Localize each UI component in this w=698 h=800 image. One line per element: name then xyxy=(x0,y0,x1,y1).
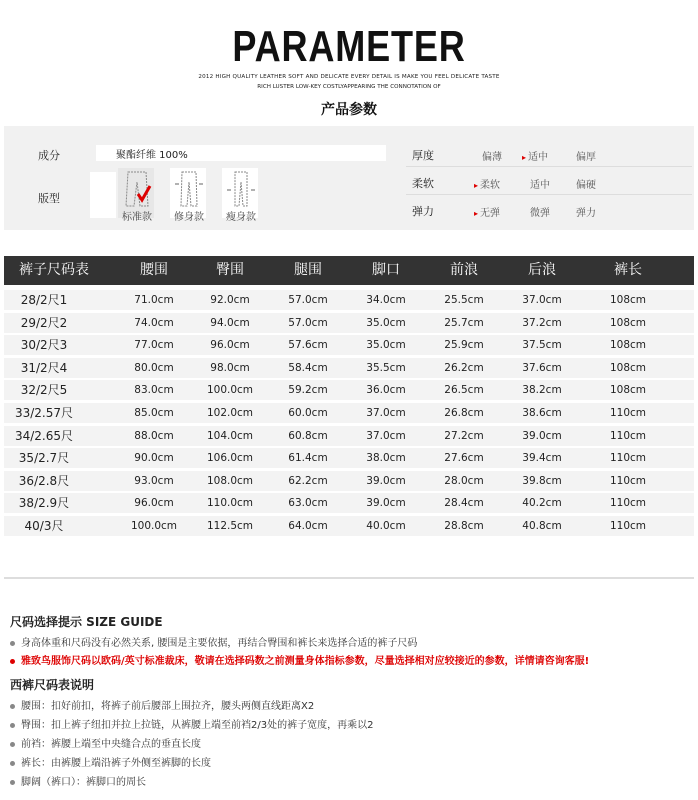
header xyxy=(0,0,698,100)
cell-length: 110cm xyxy=(609,429,647,442)
table-row xyxy=(4,448,694,468)
cell-length: 110cm xyxy=(609,520,647,532)
cell-hip: 94.0cm xyxy=(210,316,250,329)
selected-triangle-icon: ▸ xyxy=(474,181,479,190)
cell-thigh: 62.2cm xyxy=(288,474,328,487)
cell-size: 35/2.7尺 xyxy=(18,451,70,466)
measure-item: 脚阔（裤口）：裤脚口的周长 xyxy=(10,773,146,788)
cell-thigh: 63.0cm xyxy=(288,497,328,510)
col-header-length: 裤长 xyxy=(614,262,642,278)
cell-front-rise: 27.6cm xyxy=(444,452,484,465)
bullet-icon xyxy=(10,723,15,728)
table-row xyxy=(4,290,694,310)
guide-item-notice: 雅致鸟服饰尺码以欧码/英寸标准裁床，敬请在选择码数之前测量身体指标参数，尽量选择相对应较接近的参数，详情请咨询客服! xyxy=(10,652,589,667)
cell-waist: 83.0cm xyxy=(134,384,174,397)
cell-hip: 106.0cm xyxy=(206,452,254,465)
cell-back-rise: 39.4cm xyxy=(522,452,562,465)
cell-size: 31/2尺4 xyxy=(20,360,68,375)
cell-size: 32/2尺5 xyxy=(20,383,68,398)
measure-item: 腰围：扣好前扣，将裤子前后腰部上围拉齐，腰头两侧直线距离X2 xyxy=(10,697,314,712)
cell-thigh: 60.8cm xyxy=(288,429,328,442)
elasticity-option-slight: 微弹 xyxy=(530,208,550,219)
cell-front-rise: 25.7cm xyxy=(444,316,484,329)
selected-triangle-icon: ▸ xyxy=(474,209,479,218)
cell-thigh: 59.2cm xyxy=(288,384,328,397)
cell-waist: 88.0cm xyxy=(134,429,174,442)
cell-thigh: 64.0cm xyxy=(288,520,328,532)
thickness-label: 厚度 xyxy=(412,149,434,162)
table-row xyxy=(4,471,694,491)
cell-front-rise: 28.0cm xyxy=(444,474,484,487)
table-row xyxy=(4,313,694,333)
cell-hem: 35.5cm xyxy=(366,361,406,374)
thickness-option-medium: ▸ 适中 xyxy=(522,152,549,163)
fit-label-standard: 标准款 xyxy=(122,212,152,223)
cell-back-rise: 39.0cm xyxy=(522,429,562,442)
measure-item: 前裆：裤腰上端至中央缝合点的垂直长度 xyxy=(10,735,201,750)
cell-hem: 34.0cm xyxy=(366,294,406,306)
cell-front-rise: 25.5cm xyxy=(444,294,484,306)
col-header-hem: 脚口 xyxy=(372,262,400,278)
cell-hip: 92.0cm xyxy=(210,294,250,306)
composition-value: 聚酯纤维 100% xyxy=(116,150,188,161)
cell-back-rise: 37.2cm xyxy=(522,316,562,329)
cell-length: 110cm xyxy=(609,407,647,419)
cell-length: 108cm xyxy=(609,384,647,397)
elasticity-option-none: ▸ 无弹 xyxy=(474,208,501,219)
cell-size: 38/2.9尺 xyxy=(18,496,70,511)
bullet-icon xyxy=(10,780,15,785)
cell-size: 30/2尺3 xyxy=(20,338,68,353)
table-row xyxy=(4,493,694,513)
bullet-icon xyxy=(10,659,15,664)
cell-size: 34/2.65尺 xyxy=(14,428,74,443)
section-title: 产品参数 xyxy=(321,102,377,118)
col-header-front-rise: 前浪 xyxy=(450,262,478,278)
cell-hip: 110.0cm xyxy=(206,497,254,510)
cell-hem: 36.0cm xyxy=(366,384,406,397)
composition-label: 成分 xyxy=(38,149,60,162)
cell-hem: 38.0cm xyxy=(366,452,406,465)
softness-label: 柔软 xyxy=(412,177,434,190)
size-guide-title: 尺码选择提示 SIZE GUIDE xyxy=(10,615,163,629)
cell-back-rise: 37.5cm xyxy=(522,339,562,352)
cell-hip: 112.5cm xyxy=(206,520,254,532)
cell-length: 108cm xyxy=(609,316,647,329)
softness-option-soft: ▸ 柔软 xyxy=(474,180,501,191)
bullet-icon xyxy=(10,704,15,709)
col-header-waist: 腰围 xyxy=(140,262,168,278)
fit-label-slim: 修身款 xyxy=(174,212,204,223)
header-subline-2: RICH LUSTER LOW-KEY COSTLYAPPEARING THE CONNOTATION OF xyxy=(257,84,441,90)
cell-front-rise: 27.2cm xyxy=(444,429,484,442)
cell-back-rise: 37.6cm xyxy=(522,361,562,374)
divider xyxy=(406,194,692,195)
cell-length: 108cm xyxy=(609,294,647,306)
fit-spacer xyxy=(90,172,116,218)
cell-back-rise: 40.2cm xyxy=(522,497,562,510)
cell-size: 40/3尺 xyxy=(24,519,64,533)
cell-thigh: 57.0cm xyxy=(288,316,328,329)
cell-hip: 98.0cm xyxy=(210,361,250,374)
cell-waist: 71.0cm xyxy=(134,294,174,306)
thickness-option-thin: 偏薄 xyxy=(482,152,502,163)
fit-label: 版型 xyxy=(38,192,60,205)
col-header-size: 裤子尺码表 xyxy=(19,262,89,278)
cell-front-rise: 26.5cm xyxy=(444,384,484,397)
table-row xyxy=(4,516,694,536)
elasticity-option-stretch: 弹力 xyxy=(576,208,596,219)
elasticity-label: 弹力 xyxy=(412,205,434,218)
table-row xyxy=(4,426,694,446)
fit-label-skinny: 瘦身款 xyxy=(226,212,256,223)
cell-hip: 96.0cm xyxy=(210,339,250,352)
cell-waist: 93.0cm xyxy=(134,474,174,487)
cell-front-rise: 25.9cm xyxy=(444,339,484,352)
cell-hem: 35.0cm xyxy=(366,339,406,352)
cell-front-rise: 28.8cm xyxy=(444,520,484,532)
table-row xyxy=(4,380,694,400)
guide-item: 身高体重和尺码没有必然关系, 腰围是主要依据，再结合臀围和裤长来选择合适的裤子尺码 xyxy=(10,634,417,649)
cell-waist: 74.0cm xyxy=(134,316,174,329)
cell-hem: 39.0cm xyxy=(366,497,406,510)
cell-size: 28/2尺1 xyxy=(20,293,68,307)
cell-thigh: 57.6cm xyxy=(288,339,328,352)
cell-thigh: 58.4cm xyxy=(288,361,328,374)
pants-skinny-icon xyxy=(226,170,256,208)
cell-back-rise: 37.0cm xyxy=(522,294,562,306)
col-header-back-rise: 后浪 xyxy=(528,262,556,278)
cell-hip: 104.0cm xyxy=(206,429,254,442)
cell-length: 108cm xyxy=(609,339,647,352)
cell-hip: 108.0cm xyxy=(206,474,254,487)
table-row xyxy=(4,358,694,378)
cell-front-rise: 26.2cm xyxy=(444,361,484,374)
col-header-hip: 臀围 xyxy=(216,262,244,278)
cell-back-rise: 39.8cm xyxy=(522,474,562,487)
bullet-icon xyxy=(10,641,15,646)
cell-back-rise: 38.6cm xyxy=(522,407,562,419)
cell-waist: 85.0cm xyxy=(134,407,174,419)
cell-length: 108cm xyxy=(609,361,647,374)
cell-waist: 100.0cm xyxy=(130,520,178,532)
cell-hem: 37.0cm xyxy=(366,407,406,419)
thickness-option-thick: 偏厚 xyxy=(576,152,596,163)
cell-thigh: 60.0cm xyxy=(288,407,328,419)
col-header-thigh: 腿围 xyxy=(294,262,322,278)
measure-title: 西裤尺码表说明 xyxy=(10,678,95,692)
cell-waist: 80.0cm xyxy=(134,361,174,374)
cell-length: 110cm xyxy=(609,497,647,510)
cell-hip: 100.0cm xyxy=(206,384,254,397)
selected-triangle-icon: ▸ xyxy=(522,153,527,162)
cell-length: 110cm xyxy=(609,452,647,465)
cell-front-rise: 26.8cm xyxy=(444,407,484,419)
softness-option-hard: 偏硬 xyxy=(576,180,596,191)
cell-back-rise: 38.2cm xyxy=(522,384,562,397)
size-table-header xyxy=(4,256,694,285)
cell-back-rise: 40.8cm xyxy=(522,520,562,532)
cell-size: 33/2.57尺 xyxy=(14,406,74,420)
cell-waist: 77.0cm xyxy=(134,339,174,352)
cell-hem: 39.0cm xyxy=(366,474,406,487)
softness-option-medium: 适中 xyxy=(530,180,550,191)
cell-thigh: 61.4cm xyxy=(288,452,328,465)
measure-item: 裤长：由裤腰上端沿裤子外侧至裤脚的长度 xyxy=(10,754,211,769)
table-row xyxy=(4,403,694,423)
cell-hem: 35.0cm xyxy=(366,316,406,329)
params-panel xyxy=(4,126,694,230)
measure-item: 臀围：扣上裤子纽扣并拉上拉链，从裤腰上端至前裆2/3处的裤子宽度，再乘以2 xyxy=(10,716,373,731)
table-row xyxy=(4,335,694,355)
cell-hip: 102.0cm xyxy=(206,407,254,419)
cell-hem: 37.0cm xyxy=(366,429,406,442)
cell-waist: 90.0cm xyxy=(134,452,174,465)
cell-size: 36/2.8尺 xyxy=(18,473,70,488)
pants-slim-icon xyxy=(174,170,204,208)
cell-waist: 96.0cm xyxy=(134,497,174,510)
bullet-icon xyxy=(10,761,15,766)
page-title: PARAMETER xyxy=(232,22,466,71)
bullet-icon xyxy=(10,742,15,747)
cell-length: 110cm xyxy=(609,474,647,487)
divider xyxy=(4,577,694,579)
cell-thigh: 57.0cm xyxy=(288,294,328,306)
cell-hem: 40.0cm xyxy=(366,520,406,532)
divider xyxy=(406,166,692,167)
pants-standard-icon xyxy=(122,170,152,208)
cell-size: 29/2尺2 xyxy=(20,315,68,330)
cell-front-rise: 28.4cm xyxy=(444,497,484,510)
header-subline-1: 2012 HIGH QUALITY LEATHER SOFT AND DELICATE EVERY DETAIL IS MAKE YOU FEEL DELICATE TASTE xyxy=(198,74,500,80)
